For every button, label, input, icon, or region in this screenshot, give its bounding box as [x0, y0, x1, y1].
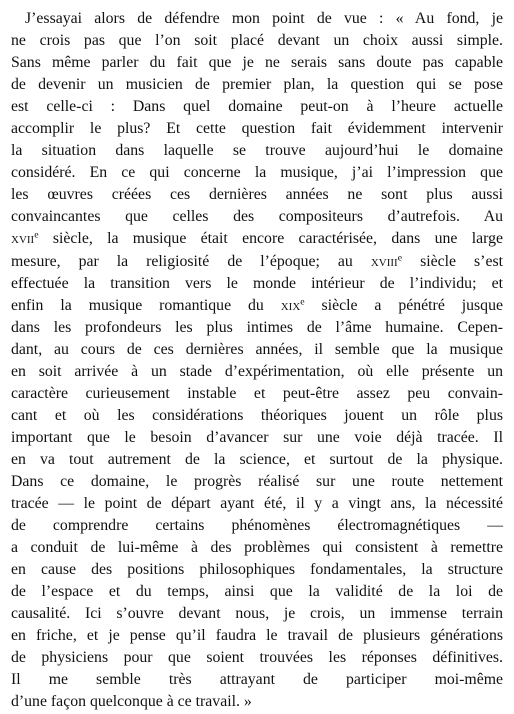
text-line: considéré. En ce qui concerne la musique, j’ai l’impression que	[11, 164, 503, 182]
text-line: tracée — le point de départ ayant été, il y a vingt ans, la nécessité	[11, 495, 503, 513]
text-line: convaincantes que celles des compositeurs d’autrefois. Au	[11, 208, 503, 226]
text-fragment: siècle a pénétré jusque	[304, 296, 503, 314]
text-line: est celle-ci : Dans quel domaine peut-on à l’heure actuelle	[11, 98, 503, 116]
text-line	[11, 251, 503, 273]
text-line: en va tout autrement de la science, et surtout de la physique.	[11, 450, 503, 468]
text-line	[11, 228, 503, 250]
ordinal-suffix: e	[34, 230, 39, 242]
century-numeral: xix	[280, 296, 301, 314]
text-fragment: siècle s’est	[402, 252, 503, 270]
text-line: important que le besoin d’avancer sur une voie déjà tracée. Il	[11, 428, 503, 446]
text-line: Dans ce domaine, le progrès réalisé sur une route nettement	[11, 472, 503, 490]
text-line: effectuée la transition vers le monde intérieur de l’individu; et	[11, 274, 503, 292]
text-line: ne crois pas que l’on soit placé devant un choix aussi simple.	[11, 32, 503, 50]
text-line: de devenir un musicien de premier plan, la question qui se pose	[11, 76, 503, 94]
text-line: de l’espace et du temps, ainsi que la validité de la loi de	[11, 583, 503, 601]
ordinal-suffix: e	[300, 296, 305, 308]
ordinal-suffix: e	[397, 252, 403, 264]
text-line: a conduit de lui-même à des problèmes qui consistent à remettre	[11, 539, 503, 557]
body-paragraph	[11, 8, 503, 714]
text-line: en friche, et je pense qu’il faudra le travail de plusieurs générations	[11, 627, 503, 645]
text-line: dant, au cours de ces dernières années, il semble que la musique	[11, 340, 503, 358]
text-line: en soit arrivée à un stade d’expérimentation, où elle présente un	[11, 362, 503, 380]
text-line: d’une façon quelconque à ce travail. »	[11, 693, 252, 711]
text-line: accomplir le plus? Et cette question fait évidemment intervenir	[11, 120, 503, 138]
century-numeral: xvii	[11, 230, 35, 248]
text-line: dans les profondeurs les plus intimes de l’âme humaine. Cepen-	[11, 318, 503, 336]
text-line: la situation dans laquelle se trouve aujourd’hui le domaine	[11, 142, 503, 160]
century-numeral: xviii	[370, 252, 398, 270]
text-line: de comprendre certains phénomènes électromagnétiques —	[11, 517, 503, 535]
text-line: cant et où les considérations théoriques jouent un rôle plus	[11, 406, 503, 424]
text-line: de physiciens pour que soient trouvées les réponses définitives.	[11, 649, 503, 667]
text-fragment: siècle, la musique était encore caractérisée, dans une large	[38, 230, 503, 248]
text-line: Il me semble très attrayant de participer moi-même	[11, 671, 503, 689]
text-line: en cause des positions philosophiques fondamentales, la structure	[11, 561, 503, 579]
text-fragment: mesure, par la religiosité de l’époque; au	[11, 252, 353, 270]
text-line	[11, 295, 503, 317]
text-line: caractère curieusement instable et peut-être assez peu convain-	[11, 384, 503, 402]
text-line: causalité. Ici s’ouvre devant nous, je crois, un immense terrain	[11, 605, 503, 623]
text-line: J’essayai alors de défendre mon point de vue : « Au fond, je	[25, 10, 503, 27]
text-line: les œuvres créées ces dernières années ne sont plus aussi	[11, 186, 503, 204]
text-fragment: enfin la musique romantique du	[11, 296, 281, 314]
text-line: Sans même parler du fait que je ne serais sans doute pas capable	[11, 54, 503, 72]
